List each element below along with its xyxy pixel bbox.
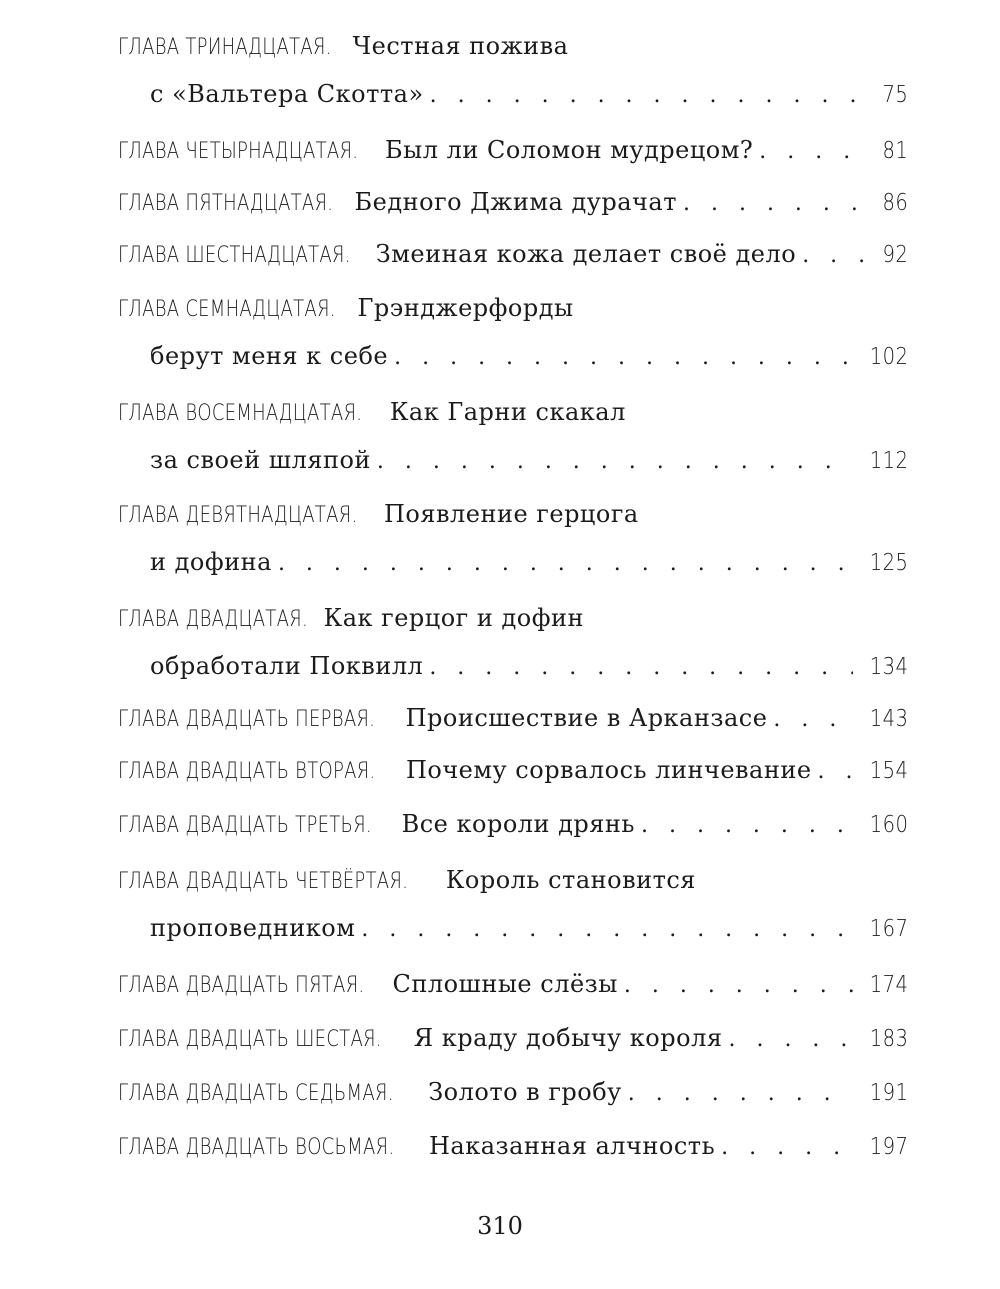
toc-entry-continuation [150,914,908,954]
chapter-title: Был ли Соломон мудрецом? [384,136,754,164]
chapter-title: Как Гарни скакал [389,398,626,426]
toc-entry [118,810,908,850]
dot-leader [818,759,853,784]
dot-leader [624,973,853,998]
toc-entry [118,398,908,438]
page-ref: 112 [869,448,908,474]
chapter-title: Король становится [445,866,696,894]
page-ref: 86 [882,190,908,216]
chapter-label: ГЛАВА ДВАДЦАТЬ ЧЕТВЁРТАЯ. [118,869,409,894]
chapter-title: Появление герцога [383,500,639,528]
dot-leader [721,1135,852,1160]
chapter-label: ГЛАВА ДВАДЦАТЬ СЕДЬМАЯ. [118,1081,394,1106]
toc-entry-continuation [150,446,908,486]
page-ref: 183 [869,1026,908,1052]
chapter-label: ГЛАВА ДВАДЦАТЬ ШЕСТАЯ. [118,1027,382,1052]
page-ref: 143 [869,706,908,732]
chapter-label: ГЛАВА ЧЕТЫРНАДЦАТАЯ. [118,139,359,164]
chapter-label: ГЛАВА СЕМНАДЦАТАЯ. [118,297,336,322]
dot-leader [430,83,868,108]
chapter-title: Золото в гробу [428,1078,622,1106]
dot-leader [394,345,852,370]
dot-leader [377,449,853,474]
chapter-title: Сплошные слёзы [392,970,618,998]
chapter-label: ГЛАВА ШЕСТНАДЦАТАЯ. [118,243,351,268]
chapter-label: ГЛАВА ДВАДЦАТАЯ. [118,607,308,632]
chapter-label: ГЛАВА ВОСЕМНАДЦАТАЯ. [118,401,363,426]
chapter-title: Происшествие в Арканзасе [405,704,768,732]
page-ref: 125 [869,550,908,576]
chapter-label: ГЛАВА ДВАДЦАТЬ ТРЕТЬЯ. [118,813,372,838]
toc-entry [118,970,908,1010]
toc-entry [118,704,908,744]
toc-entry [118,1024,908,1064]
chapter-label: ГЛАВА ДВАДЦАТЬ ВТОРАЯ. [118,759,376,784]
page-ref: 197 [869,1134,908,1160]
toc-entry [118,136,908,176]
toc-entry-continuation [150,342,908,382]
chapter-label: ГЛАВА ТРИНАДЦАТАЯ. [118,35,332,60]
toc-entry [118,756,908,796]
dot-leader [759,139,867,164]
dot-leader [683,191,868,216]
page-ref: 154 [869,758,908,784]
page-ref: 92 [882,242,908,268]
dot-leader [628,1081,853,1106]
chapter-title: Наказанная алчность [428,1132,716,1160]
chapter-title: Все короли дрянь [401,810,635,838]
dot-leader [278,551,853,576]
dot-leader [361,917,852,942]
chapter-title-continuation: обработали Поквилл [150,652,424,680]
page-ref: 174 [869,972,908,998]
page-ref: 81 [882,138,908,164]
chapter-label: ГЛАВА ДВАДЦАТЬ ПЕРВАЯ. [118,707,376,732]
dot-leader [802,243,868,268]
chapter-label: ГЛАВА ПЯТНАДЦАТАЯ. [118,191,334,216]
toc-entry [118,294,908,334]
dot-leader [728,1027,852,1052]
toc-entry [118,604,908,644]
toc-entry [118,240,908,280]
dot-leader [773,707,852,732]
chapter-label: ГЛАВА ДВАДЦАТЬ ПЯТАЯ. [118,973,365,998]
toc-entry-continuation [150,80,908,120]
page-number: 310 [477,1212,523,1240]
page-ref: 102 [869,344,908,370]
chapter-title: Бедного Джима дурачат [354,188,677,216]
chapter-title: Змеиная кожа делает своё дело [375,240,797,268]
chapter-title: Я краду добычу короля [413,1024,723,1052]
toc-entry-continuation [150,548,908,588]
chapter-title-continuation: берут меня к себе [150,342,389,370]
dot-leader [641,813,853,838]
chapter-title: Грэнджерфорды [357,294,574,322]
page-ref: 134 [869,654,908,680]
chapter-label: ГЛАВА ДВАДЦАТЬ ВОСЬМАЯ. [118,1135,395,1160]
chapter-title-continuation: проповедником [150,914,356,942]
chapter-title-continuation: за своей шляпой [150,446,371,474]
toc-entry [118,188,908,228]
toc-entry [118,32,908,72]
toc-entry [118,500,908,540]
dot-leader [429,655,852,680]
toc-entry-continuation [150,652,908,692]
chapter-title: Честная пожива [352,32,569,60]
page-ref: 167 [869,916,908,942]
toc-entry [118,1132,908,1172]
chapter-label: ГЛАВА ДЕВЯТНАДЦАТАЯ. [118,503,358,528]
chapter-title: Как герцог и дофин [323,604,584,632]
chapter-title-continuation: с «Вальтера Скотта» [150,80,424,108]
page-ref: 75 [882,82,908,108]
chapter-title-continuation: и дофина [150,548,272,576]
page-ref: 191 [869,1080,908,1106]
toc-entry [118,866,908,906]
page-ref: 160 [869,812,908,838]
chapter-title: Почему сорвалось линчевание [405,756,812,784]
toc-entry [118,1078,908,1118]
